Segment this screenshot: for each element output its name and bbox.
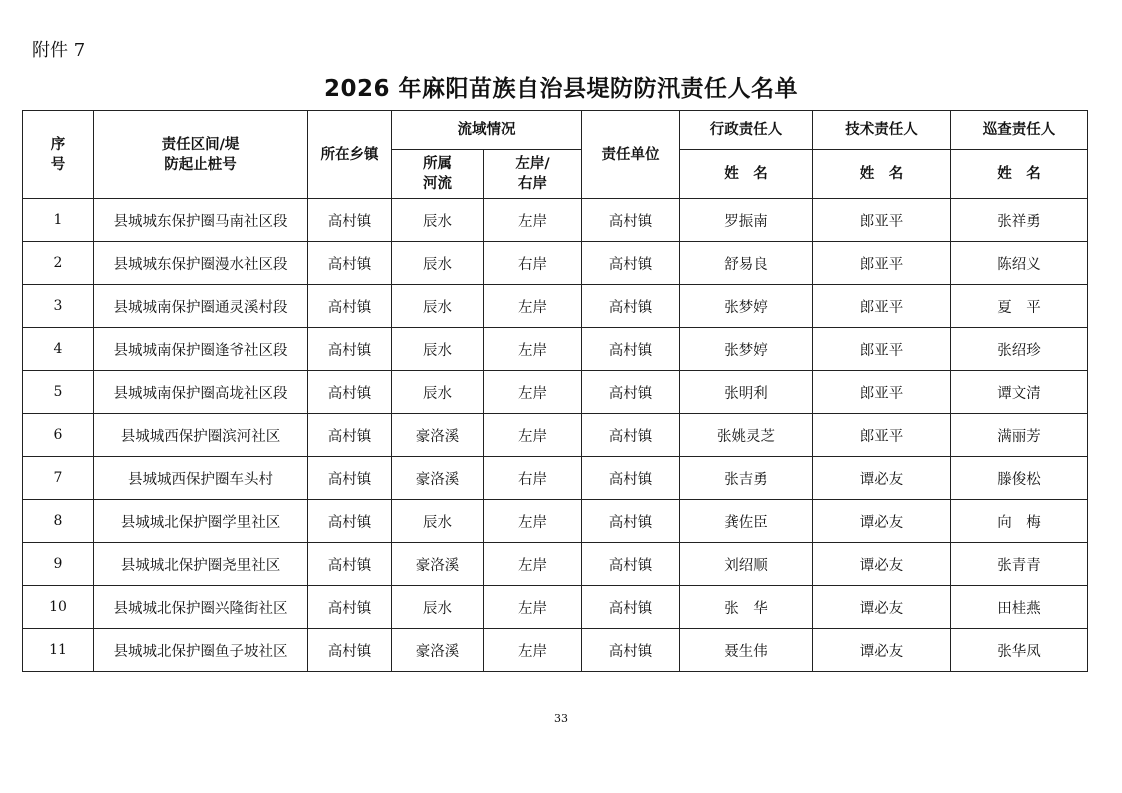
cell-tech: 谭必友 bbox=[813, 543, 951, 586]
cell-section: 县城城南保护圈逢爷社区段 bbox=[94, 328, 308, 371]
table-row bbox=[23, 543, 1088, 586]
cell-bank: 左岸 bbox=[484, 543, 582, 586]
cell-admin: 舒易良 bbox=[680, 242, 813, 285]
cell-seq: 5 bbox=[23, 371, 94, 414]
cell-patrol: 谭文清 bbox=[951, 371, 1088, 414]
attachment-label: 附件 7 bbox=[32, 40, 86, 61]
cell-seq: 3 bbox=[23, 285, 94, 328]
cell-unit: 高村镇 bbox=[582, 500, 680, 543]
cell-seq: 7 bbox=[23, 457, 94, 500]
cell-unit: 高村镇 bbox=[582, 285, 680, 328]
cell-admin: 张姚灵芝 bbox=[680, 414, 813, 457]
cell-tech: 谭必友 bbox=[813, 586, 951, 629]
cell-patrol: 向 梅 bbox=[951, 500, 1088, 543]
cell-patrol: 满丽芳 bbox=[951, 414, 1088, 457]
cell-township: 高村镇 bbox=[308, 242, 392, 285]
cell-section: 县城城东保护圈马南社区段 bbox=[94, 199, 308, 242]
cell-seq: 2 bbox=[23, 242, 94, 285]
cell-tech: 郎亚平 bbox=[813, 199, 951, 242]
cell-seq: 6 bbox=[23, 414, 94, 457]
cell-admin: 龚佐臣 bbox=[680, 500, 813, 543]
header-bank: 左岸/ 右岸 bbox=[484, 150, 582, 199]
header-unit: 责任单位 bbox=[582, 111, 680, 199]
cell-section: 县城城北保护圈鱼子坡社区 bbox=[94, 629, 308, 672]
cell-admin: 聂生伟 bbox=[680, 629, 813, 672]
cell-seq: 9 bbox=[23, 543, 94, 586]
table-row bbox=[23, 371, 1088, 414]
cell-river: 辰水 bbox=[392, 500, 484, 543]
cell-river: 辰水 bbox=[392, 586, 484, 629]
cell-section: 县城城南保护圈通灵溪村段 bbox=[94, 285, 308, 328]
cell-river: 辰水 bbox=[392, 199, 484, 242]
table-body bbox=[23, 199, 1088, 672]
cell-bank: 右岸 bbox=[484, 242, 582, 285]
cell-patrol: 张青青 bbox=[951, 543, 1088, 586]
cell-river: 辰水 bbox=[392, 285, 484, 328]
cell-unit: 高村镇 bbox=[582, 457, 680, 500]
cell-seq: 10 bbox=[23, 586, 94, 629]
cell-section: 县城城北保护圈兴隆街社区 bbox=[94, 586, 308, 629]
cell-river: 辰水 bbox=[392, 328, 484, 371]
cell-patrol: 田桂燕 bbox=[951, 586, 1088, 629]
table-row bbox=[23, 242, 1088, 285]
cell-section: 县城城东保护圈漫水社区段 bbox=[94, 242, 308, 285]
table-row bbox=[23, 500, 1088, 543]
cell-seq: 4 bbox=[23, 328, 94, 371]
cell-admin: 张明利 bbox=[680, 371, 813, 414]
cell-tech: 郎亚平 bbox=[813, 285, 951, 328]
table-row bbox=[23, 586, 1088, 629]
cell-tech: 郎亚平 bbox=[813, 242, 951, 285]
cell-bank: 左岸 bbox=[484, 371, 582, 414]
cell-unit: 高村镇 bbox=[582, 543, 680, 586]
cell-patrol: 滕俊松 bbox=[951, 457, 1088, 500]
header-admin: 行政责任人 bbox=[680, 111, 813, 150]
header-township: 所在乡镇 bbox=[308, 111, 392, 199]
cell-tech: 郎亚平 bbox=[813, 371, 951, 414]
cell-bank: 左岸 bbox=[484, 586, 582, 629]
cell-admin: 刘绍顺 bbox=[680, 543, 813, 586]
cell-township: 高村镇 bbox=[308, 328, 392, 371]
table-row bbox=[23, 285, 1088, 328]
cell-township: 高村镇 bbox=[308, 285, 392, 328]
cell-township: 高村镇 bbox=[308, 457, 392, 500]
cell-patrol: 夏 平 bbox=[951, 285, 1088, 328]
cell-bank: 左岸 bbox=[484, 414, 582, 457]
cell-bank: 右岸 bbox=[484, 457, 582, 500]
cell-seq: 1 bbox=[23, 199, 94, 242]
cell-river: 辰水 bbox=[392, 371, 484, 414]
cell-bank: 左岸 bbox=[484, 285, 582, 328]
header-name-tech: 姓 名 bbox=[813, 150, 951, 199]
cell-unit: 高村镇 bbox=[582, 371, 680, 414]
cell-patrol: 张祥勇 bbox=[951, 199, 1088, 242]
cell-admin: 张梦婷 bbox=[680, 285, 813, 328]
cell-unit: 高村镇 bbox=[582, 414, 680, 457]
cell-patrol: 陈绍义 bbox=[951, 242, 1088, 285]
cell-patrol: 张华凤 bbox=[951, 629, 1088, 672]
table-row bbox=[23, 199, 1088, 242]
header-seq: 序 号 bbox=[23, 111, 94, 199]
cell-tech: 郎亚平 bbox=[813, 328, 951, 371]
cell-river: 豪洛溪 bbox=[392, 457, 484, 500]
cell-patrol: 张绍珍 bbox=[951, 328, 1088, 371]
table-row bbox=[23, 457, 1088, 500]
cell-township: 高村镇 bbox=[308, 629, 392, 672]
cell-seq: 11 bbox=[23, 629, 94, 672]
cell-tech: 谭必友 bbox=[813, 629, 951, 672]
cell-seq: 8 bbox=[23, 500, 94, 543]
header-tech: 技术责任人 bbox=[813, 111, 951, 150]
cell-admin: 张 华 bbox=[680, 586, 813, 629]
cell-river: 豪洛溪 bbox=[392, 629, 484, 672]
header-river: 所属 河流 bbox=[392, 150, 484, 199]
cell-section: 县城城西保护圈车头村 bbox=[94, 457, 308, 500]
header-patrol: 巡查责任人 bbox=[951, 111, 1088, 150]
cell-river: 豪洛溪 bbox=[392, 414, 484, 457]
cell-section: 县城城西保护圈滨河社区 bbox=[94, 414, 308, 457]
cell-unit: 高村镇 bbox=[582, 328, 680, 371]
table-row bbox=[23, 629, 1088, 672]
cell-unit: 高村镇 bbox=[582, 586, 680, 629]
cell-admin: 张梦婷 bbox=[680, 328, 813, 371]
cell-bank: 左岸 bbox=[484, 500, 582, 543]
cell-section: 县城城北保护圈学里社区 bbox=[94, 500, 308, 543]
cell-river: 辰水 bbox=[392, 242, 484, 285]
cell-township: 高村镇 bbox=[308, 500, 392, 543]
header-name-admin: 姓 名 bbox=[680, 150, 813, 199]
cell-unit: 高村镇 bbox=[582, 199, 680, 242]
cell-admin: 罗振南 bbox=[680, 199, 813, 242]
cell-section: 县城城南保护圈高垅社区段 bbox=[94, 371, 308, 414]
cell-township: 高村镇 bbox=[308, 586, 392, 629]
cell-tech: 郎亚平 bbox=[813, 414, 951, 457]
cell-township: 高村镇 bbox=[308, 199, 392, 242]
table-row bbox=[23, 328, 1088, 371]
cell-tech: 谭必友 bbox=[813, 500, 951, 543]
header-basin: 流域情况 bbox=[392, 111, 582, 150]
cell-bank: 左岸 bbox=[484, 629, 582, 672]
cell-bank: 左岸 bbox=[484, 328, 582, 371]
cell-admin: 张吉勇 bbox=[680, 457, 813, 500]
header-name-patrol: 姓 名 bbox=[951, 150, 1088, 199]
cell-township: 高村镇 bbox=[308, 543, 392, 586]
header-section: 责任区间/堤 防起止桩号 bbox=[94, 111, 308, 199]
cell-unit: 高村镇 bbox=[582, 242, 680, 285]
cell-tech: 谭必友 bbox=[813, 457, 951, 500]
cell-section: 县城城北保护圈尧里社区 bbox=[94, 543, 308, 586]
page-number: 33 bbox=[554, 712, 568, 725]
responsibility-table bbox=[22, 110, 1088, 672]
document-title: 2026 年麻阳苗族自治县堤防防汛责任人名单 bbox=[323, 76, 799, 102]
cell-township: 高村镇 bbox=[308, 414, 392, 457]
cell-township: 高村镇 bbox=[308, 371, 392, 414]
cell-bank: 左岸 bbox=[484, 199, 582, 242]
cell-unit: 高村镇 bbox=[582, 629, 680, 672]
cell-river: 豪洛溪 bbox=[392, 543, 484, 586]
table-row bbox=[23, 414, 1088, 457]
